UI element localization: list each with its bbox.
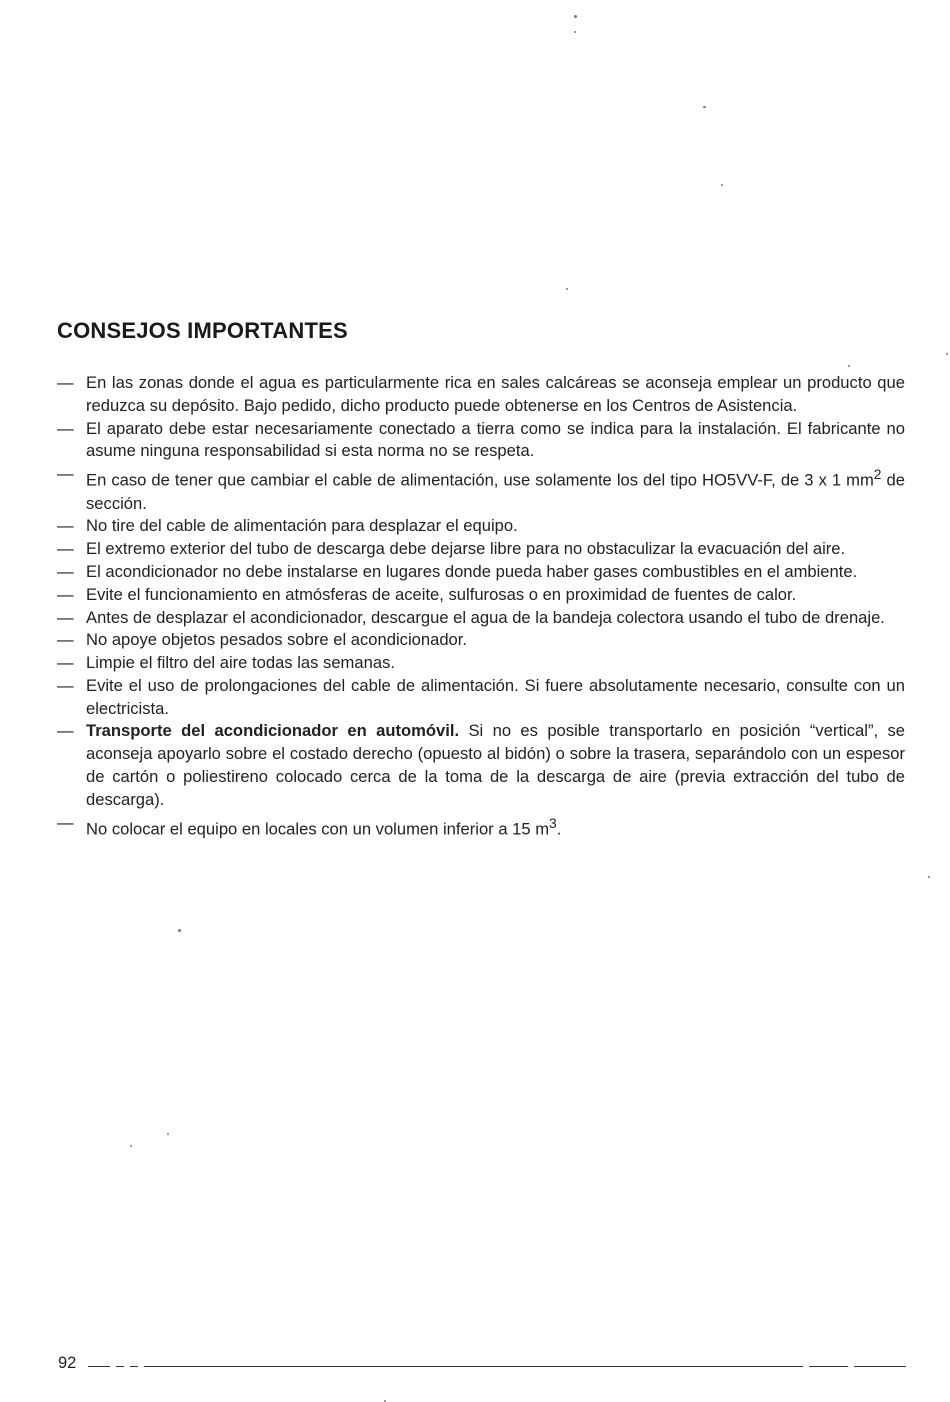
list-item [57, 629, 905, 652]
list-dash: — [57, 812, 74, 832]
list-dash: — [57, 607, 74, 627]
list-item [57, 561, 905, 584]
list-item [57, 463, 905, 515]
list-dash: — [57, 630, 74, 650]
tip-text: En caso de tener que cambiar el cable de alimentación, use solamente los del tipo HO5VV-F, de 3 x 1 mm [86, 470, 874, 490]
superscript-3: 3 [549, 814, 557, 831]
tip-text: Evite el uso de prolongaciones del cable de alimentación. Si fuere absolutamente necesario, consulte con un electricista. [86, 675, 905, 718]
scan-speck [574, 15, 577, 18]
list-dash: — [57, 464, 74, 484]
tip-text: No colocar el equipo en locales con un volumen inferior a 15 m [86, 819, 550, 839]
tips-list [57, 372, 905, 841]
scan-speck [167, 1133, 169, 1135]
tip-text: En las zonas donde el agua es particularmente rica en sales calcáreas se aconseja emplear un producto que reduzca su depósito. Bajo pedido, dicho producto puede obtenerse en los Centros de Asistencia. [86, 373, 905, 415]
footer-rule-gap [138, 1363, 144, 1369]
page-number: 92 [58, 1354, 77, 1372]
scan-speck [721, 184, 723, 186]
tip-text: El extremo exterior del tubo de descarga debe dejarse libre para no obstaculizar la evacuación del aire. [86, 539, 846, 559]
list-dash: — [57, 653, 74, 673]
tip-text: Evite el funcionamiento en atmósferas de aceite, sulfurosas o en proximidad de fuentes de calor. [86, 584, 797, 604]
list-item [57, 652, 905, 675]
tip-text: No apoye objetos pesados sobre el acondicionador. [86, 630, 467, 650]
page-heading: CONSEJOS IMPORTANTES [57, 318, 348, 343]
list-item [57, 607, 905, 630]
tip-text: El aparato debe estar necesariamente conectado a tierra como se indica para la instalación. El fabricante no asume ninguna responsabilidad si esta norma no se respeta. [86, 418, 905, 461]
list-item [57, 812, 905, 841]
footer-rule-gap [110, 1363, 116, 1369]
page-footer [58, 1354, 906, 1378]
tip-text-end: . [556, 819, 562, 839]
footer-rule-gap [848, 1363, 854, 1369]
footer-rule [88, 1366, 906, 1367]
tip-bold-lead: Transporte del acondicionador en automóvil. [86, 721, 460, 741]
superscript-2: 2 [873, 466, 882, 483]
footer-rule-gap [124, 1363, 130, 1369]
tip-text: Limpie el filtro del aire todas las semanas. [86, 653, 395, 673]
list-dash: — [57, 561, 74, 581]
scan-speck [566, 288, 568, 290]
tip-text-end: de sección. [86, 470, 905, 513]
list-dash: — [57, 675, 74, 695]
list-item [57, 418, 905, 464]
list-item [57, 584, 905, 607]
list-dash: — [57, 539, 74, 559]
tip-text: Si no es posible transportarlo en posición “vertical”, se aconseja apoyarlo sobre el costado derecho (opuesto al bidón) o sobre la trasera, separándolo con un espesor de cartón o poliestireno colocado cerca de la toma de la descarga de aire (previa extracción del tubo de descarga). [86, 721, 906, 809]
list-item [57, 675, 905, 721]
scan-speck [178, 929, 181, 932]
list-dash: — [57, 418, 74, 438]
list-item [57, 515, 905, 538]
scan-speck [946, 353, 948, 355]
list-item [57, 372, 905, 418]
tip-text: No tire del cable de alimentación para desplazar el equipo. [86, 516, 518, 536]
scan-speck [928, 876, 930, 878]
scan-speck [130, 1145, 132, 1147]
scan-speck [574, 31, 576, 33]
list-item [57, 720, 905, 811]
list-dash: — [57, 516, 74, 536]
list-dash: — [57, 373, 74, 392]
tip-text: Antes de desplazar el acondicionador, descargue el agua de la bandeja colectora usando el tubo de drenaje. [86, 607, 885, 627]
scan-speck [848, 365, 850, 367]
footer-rule-gap [803, 1363, 809, 1369]
tip-text: El acondicionador no debe instalarse en lugares donde pueda haber gases combustibles en el ambiente. [86, 561, 858, 581]
list-item [57, 538, 905, 561]
list-dash: — [57, 721, 74, 741]
list-dash: — [57, 584, 74, 604]
scan-speck [703, 106, 706, 108]
